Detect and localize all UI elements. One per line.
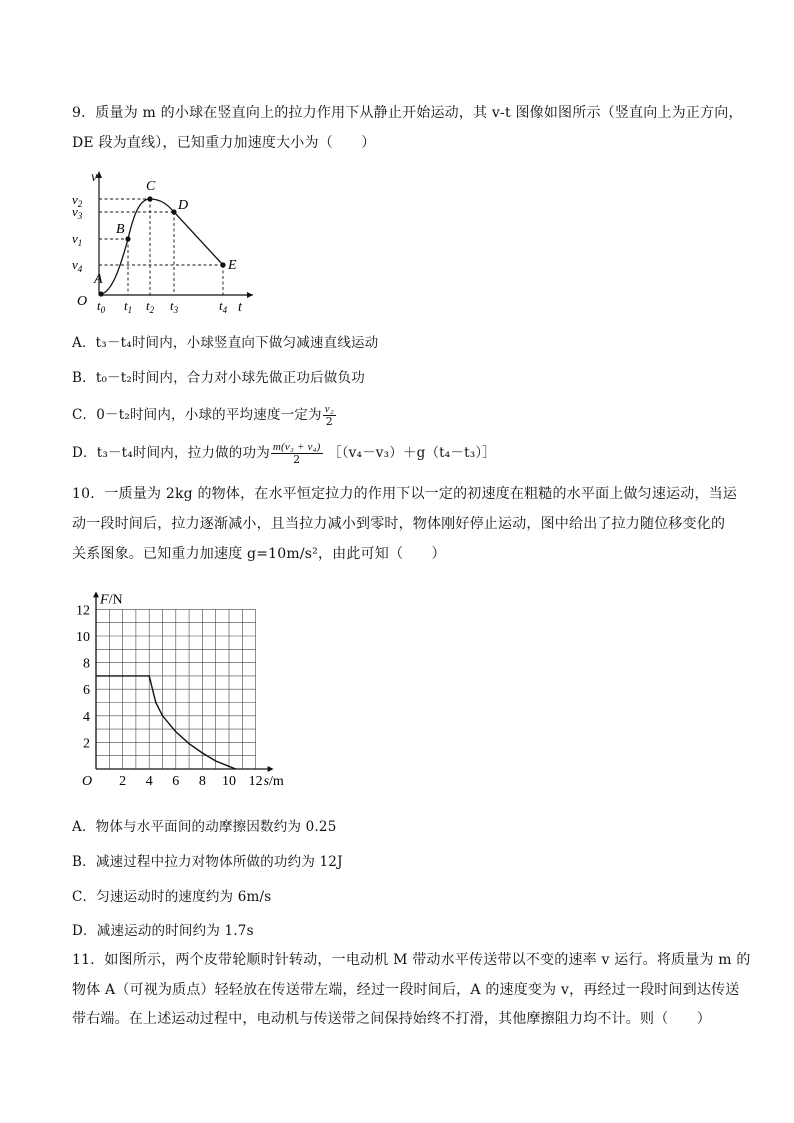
v2-label: v	[72, 192, 78, 207]
svg-text:v2: $v_2$	[72, 192, 83, 209]
t4-label: t	[219, 298, 223, 313]
q9-stem-line-1: 9．质量为 m 的小球在竖直向上的拉力作用下从静止开始运动，其 v-t 图像如图所示（竖直向上为正方向，	[72, 105, 743, 121]
y-axis-label: F/N	[100, 592, 123, 608]
label-E: E	[228, 258, 237, 273]
q9-option-b: B．t₀－t₂时间内，合力对小球先做正功后做负功	[72, 370, 365, 386]
svg-text:v4: $v_4$	[72, 257, 83, 274]
t3-label: t	[170, 298, 174, 313]
q9-option-c-fraction: $\frac{\text{v₂}}{2}$	[324, 403, 334, 428]
svg-text:v3: $v_3$	[72, 204, 83, 221]
q9-option-c-text: C．0－t₂时间内，小球的平均速度一定为	[72, 407, 322, 423]
x-axis-label: s/m	[263, 774, 284, 785]
t-axis-label: t	[238, 300, 242, 315]
q9-vt-graph	[68, 168, 258, 318]
force-curve	[96, 676, 236, 769]
q10-option-d: D．减速运动的时间约为 1.7s	[72, 923, 254, 939]
y-tick-label: 4	[83, 709, 90, 725]
svg-text:t2: $t_2$	[146, 298, 155, 315]
y-tick-label: 12	[76, 603, 90, 619]
point-B	[125, 236, 130, 241]
svg-text:t3: $t_3$	[170, 298, 179, 315]
t0-label: t	[97, 298, 101, 313]
origin-label: O	[82, 774, 93, 785]
point-C	[147, 196, 152, 201]
v-axis-label: v	[91, 170, 98, 185]
y-axis-arrow	[93, 591, 99, 597]
svg-text:t0: $t_0$	[97, 298, 106, 315]
q9-option-d	[72, 440, 496, 466]
q10-stem-line-2: 动一段时间后，拉力逐渐减小，且当拉力减小到零时，物体刚好停止运动，图中给出了拉力随位移变化的	[72, 516, 726, 532]
t1-label: t	[124, 298, 128, 313]
x-tick-label: 2	[119, 774, 127, 785]
q9-stem-line-2: DE 段为直线），已知重力加速度大小为（ ）	[72, 135, 376, 151]
y-tick-label: 10	[76, 630, 90, 645]
svg-text:t1: $t_1$	[124, 298, 133, 315]
q9-option-d-text: D．t₃－t₄时间内，拉力做的功为	[72, 445, 270, 461]
q11-stem-line-1: 11．如图所示，两个皮带轮顺时针转动，一电动机 M 带动水平传送带以不变的速率 v 运行。将质量为 m 的	[72, 952, 751, 968]
q11-stem-line-3: 带右端。在上述运动过程中，电动机与传送带之间保持始终不打滑，其他摩擦阻力均不计。则（ ）	[72, 1011, 711, 1027]
v1-label: v	[72, 231, 78, 246]
x-tick-label: 10	[222, 774, 236, 785]
q10-stem-line-3: 关系图象。已知重力加速度 g=10m/s²，由此可知（ ）	[72, 546, 446, 562]
y-tick-label: 6	[83, 683, 90, 699]
label-A: A	[94, 272, 103, 287]
origin-label: O	[77, 294, 88, 309]
point-E	[220, 262, 225, 267]
q10-option-c: C．匀速运动时的速度约为 6m/s	[72, 889, 272, 905]
q11-stem-line-2: 物体 A（可视为质点）轻轻放在传送带左端，经过一段时间后，A 的速度变为 v，再经过一段时间到达传送	[72, 982, 740, 998]
v3-label: v	[72, 204, 78, 219]
q10-stem-line-1: 10．一质量为 2kg 的物体，在水平恒定拉力的作用下以一定的初速度在粗糙的水平面上做匀速运动，当运	[72, 486, 738, 502]
x-tick-label: 12	[248, 774, 263, 785]
y-tick-label: 8	[83, 656, 90, 672]
q9-option-d-fraction: $\frac{\text{m(v₃ + v₄)}}{2}$	[272, 441, 321, 466]
q10-option-b: B．减速过程中拉力对物体所做的功约为 12J	[72, 854, 343, 870]
x-axis-arrow	[268, 766, 274, 772]
svg-text:t4: $t_4$	[219, 298, 228, 315]
q10-force-displacement-chart	[60, 573, 310, 785]
x-tick-label: 4	[145, 774, 153, 785]
label-B: B	[116, 222, 125, 237]
q9-option-c	[72, 402, 337, 428]
q9-option-a: A．t₃－t₄时间内，小球竖直向下做匀减速直线运动	[72, 335, 379, 351]
label-D: D	[178, 198, 189, 213]
t2-label: t	[146, 298, 150, 313]
svg-text:v1: $v_1$	[72, 231, 83, 248]
x-tick-label: 8	[198, 774, 206, 785]
v4-label: v	[72, 257, 78, 272]
point-D	[171, 209, 176, 214]
q9-option-d-suffix: ［（v₄－v₃）＋g（t₄－t₃）］	[328, 445, 497, 461]
q10-option-a: A．物体与水平面间的动摩擦因数约为 0.25	[72, 819, 337, 835]
y-tick-label: 2	[83, 736, 90, 752]
point-A	[98, 291, 103, 296]
x-tick-label: 6	[172, 774, 180, 785]
label-C: C	[146, 179, 156, 194]
